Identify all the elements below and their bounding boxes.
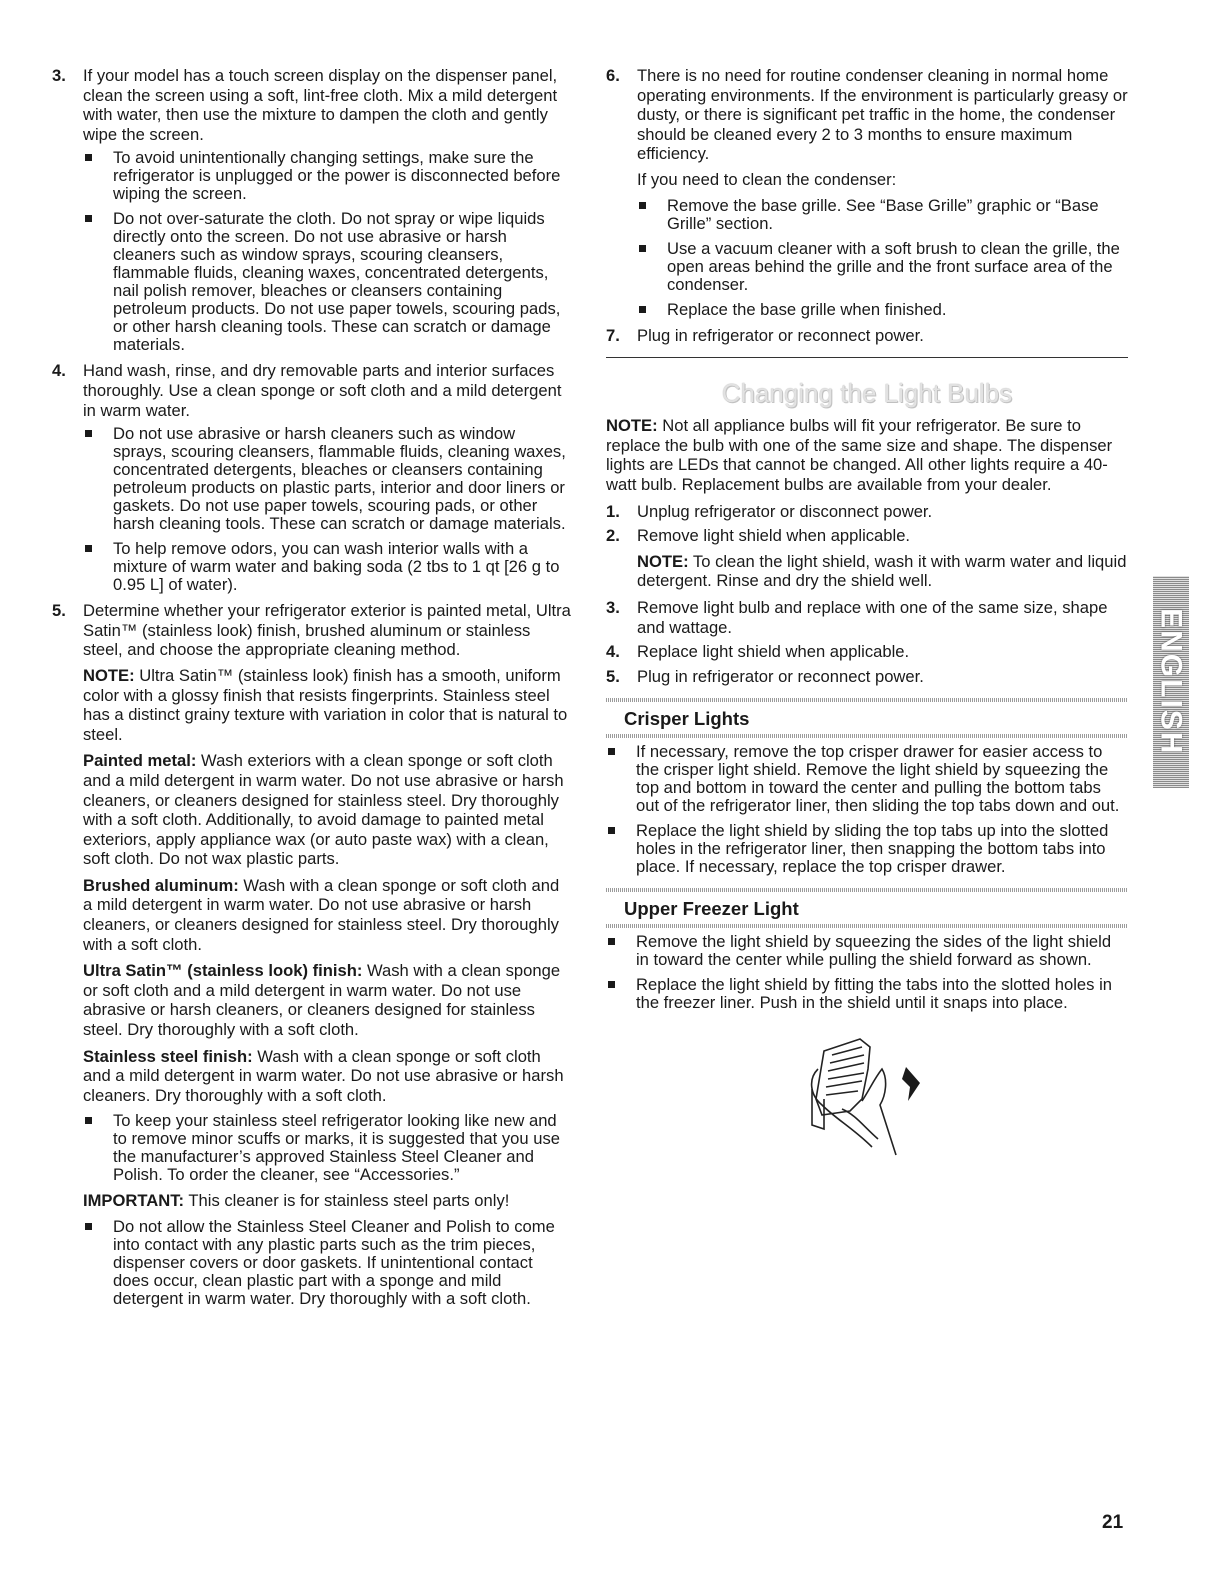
step-text: Remove light bulb and replace with one of the same size, shape and wattage. [637, 597, 1108, 637]
step-number: 3. [52, 66, 66, 85]
bullet-square-icon [83, 425, 113, 533]
bullet-text: Replace the base grille when finished. [667, 299, 947, 319]
step-text: Replace light shield when applicable. [637, 642, 910, 662]
left-column [52, 66, 572, 1315]
bulb-step-3 [606, 598, 1128, 637]
bullet-square-icon [83, 540, 113, 594]
language-tab [1153, 576, 1189, 788]
brushed-aluminum-text: Wash with a clean sponge or soft cloth and a mild detergent in warm water. Do not use abrasive or harsh cleaners, or cleaners designed for stainless steel. Dry thoroughly with a soft cloth. [83, 875, 560, 954]
bullet-square-icon [637, 197, 667, 233]
note-text: Ultra Satin™ (stainless look) finish has a smooth, uniform color with a glossy finish that resists fingerprints. Stainless steel has a distinct grainy texture with variation in color that is natural to steel. [83, 665, 568, 744]
step-number: 2. [606, 526, 620, 546]
bullet-text: To keep your stainless steel refrigerator looking like new and to remove minor scuffs or marks, it is suggested that you use the manufacturer’s approved Stainless Steel Cleaner and Polish. To order the cleaner, see “Accessories.” [113, 1111, 560, 1185]
list-item [606, 933, 1128, 969]
bullet-square-icon [83, 1218, 113, 1308]
ultra-satin-label: Ultra Satin™ (stainless look) finish: [83, 961, 363, 981]
step-text: Determine whether your refrigerator exterior is painted metal, Ultra Satin™ (stainless look) finish, brushed aluminum or stainless steel, and choose the appropriate cleaning method. [83, 601, 571, 660]
list-item [83, 210, 572, 354]
bullet-text: To help remove odors, you can wash interior walls with a mixture of warm water and baking soda (2 tbs to 1 qt [26 g to 0.95 L] of water). [113, 539, 560, 595]
bullet-text: To avoid unintentionally changing settings, make sure the refrigerator is unplugged or the power is disconnected before wiping the screen. [113, 148, 561, 204]
list-item [637, 197, 1128, 233]
step-text: Hand wash, rinse, and dry removable parts and interior surfaces thoroughly. Use a clean sponge or soft cloth and a mild detergent in warm water. [83, 361, 562, 420]
bullet-square-icon [637, 240, 667, 294]
step-number: 1. [606, 501, 620, 521]
bulb-step-2 [606, 526, 1128, 546]
list-item [606, 743, 1128, 815]
light-shield-note [637, 552, 1128, 591]
step-number: 4. [52, 361, 66, 381]
bullet-square-icon [606, 933, 636, 969]
note-label: NOTE: [637, 551, 689, 571]
section-divider [606, 357, 1128, 358]
painted-metal-paragraph [83, 751, 572, 869]
condenser-intro: If you need to clean the condenser: [637, 169, 897, 189]
finish-note [83, 666, 572, 744]
arrow-icon [902, 1067, 920, 1101]
step-6 [606, 66, 1128, 164]
bullet-square-icon [83, 149, 113, 203]
step-number: 6. [606, 66, 620, 85]
step-number: 3. [606, 597, 620, 617]
language-tab-label: ENGLISH [1154, 608, 1188, 756]
bullet-text: Remove the base grille. See “Base Grille” graphic or “Base Grille” section. [667, 195, 1099, 233]
painted-metal-label: Painted metal: [83, 751, 197, 771]
note-label: NOTE: [83, 665, 135, 685]
light-shield-removal-illustration [802, 1029, 942, 1159]
subsection-title: Crisper Lights [624, 708, 750, 730]
step-number: 5. [606, 666, 620, 686]
bullet-text: Replace the light shield by sliding the top tabs up into the slotted holes in the refrigerator liner, then snapping the bottom tabs into place. If necessary, replace the top crisper drawer. [636, 821, 1109, 877]
bullet-text: Do not allow the Stainless Steel Cleaner and Polish to come into contact with any plastic parts such as the trim pieces, dispenser covers or door gaskets. If unintentional contact does occur, clean plastic part with a sponge and mild detergent in warm water. Dry thoroughly with a soft cloth. [113, 1217, 555, 1308]
step-4 [52, 361, 572, 420]
subsection-title: Upper Freezer Light [624, 898, 799, 920]
subsection-divider [606, 924, 1128, 928]
bulb-step-1 [606, 502, 1128, 522]
step-text: Plug in refrigerator or reconnect power. [637, 666, 924, 686]
stainless-steel-label: Stainless steel finish: [83, 1046, 253, 1066]
note-label: NOTE: [606, 416, 658, 436]
bulb-step-5 [606, 667, 1128, 687]
subsection-divider [606, 734, 1128, 738]
section-title: Changing the Light Bulbs [721, 378, 1013, 409]
step-text: There is no need for routine condenser cleaning in normal home operating environments. If the environment is particularly greasy or dusty, or there is significant pet traffic in the home, the condenser should be cleaned every 2 to 3 months to ensure maximum efficiency. [637, 66, 1128, 164]
bullet-text: Do not over-saturate the cloth. Do not spray or wipe liquids directly onto the screen. Do not use abrasive or harsh cleaners such as window sprays, scouring cleansers, flammable fluids, cleaning waxes, concentrated detergents, nail polish remover, bleaches or cleansers containing petroleum products. Do not use paper towels, scouring pads, or other harsh cleaning tools. These can scratch or damage materials. [113, 209, 561, 355]
step-number: 7. [606, 325, 620, 345]
important-label: IMPORTANT: [83, 1191, 185, 1211]
step-3 [52, 66, 572, 144]
bulb-note [606, 416, 1128, 494]
step-text: Unplug refrigerator or disconnect power. [637, 501, 933, 521]
important-text: This cleaner is for stainless steel parts only! [184, 1191, 510, 1211]
step-text: Plug in refrigerator or reconnect power. [637, 325, 924, 345]
stainless-steel-text: Wash with a clean sponge or soft cloth and a mild detergent in warm water. Do not use abrasive or harsh cleaners. Dry thoroughly with a soft cloth. [83, 1046, 564, 1105]
bullet-text: Remove the light shield by squeezing the sides of the light shield in toward the center while pulling the shield forward as shown. [636, 932, 1112, 970]
list-item [83, 1112, 572, 1184]
brushed-aluminum-label: Brushed aluminum: [83, 875, 239, 895]
step-text: If your model has a touch screen display on the dispenser panel, clean the screen using a soft, lint-free cloth. Mix a mild detergent with water, then use the mixture to dampen the cloth and gently wipe the screen. [83, 66, 558, 144]
list-item [637, 301, 1128, 319]
ultra-satin-paragraph [83, 961, 572, 1039]
right-column [606, 66, 1128, 1164]
list-item [637, 240, 1128, 294]
bullet-square-icon [606, 822, 636, 876]
bullet-square-icon [83, 1112, 113, 1184]
step-text: Remove light shield when applicable. [637, 526, 911, 546]
step-5 [52, 601, 572, 660]
bullet-square-icon [83, 210, 113, 354]
painted-metal-text: Wash exteriors with a clean sponge or soft cloth and a mild detergent in warm water. Do not use abrasive or harsh cleaners, or cleaners designed for stainless steel. Dry thoroughly with a soft cloth. Additionally, to avoid damage to painted metal exteriors, apply appliance wax (or auto paste wax) with a clean, soft cloth. Do not wax plastic parts. [83, 751, 564, 869]
step-number: 5. [52, 601, 66, 621]
stainless-steel-paragraph [83, 1047, 572, 1106]
bulb-step-4 [606, 642, 1128, 662]
page-number: 21 [1102, 1512, 1124, 1533]
list-item [606, 976, 1128, 1012]
brushed-aluminum-paragraph [83, 876, 572, 954]
list-item [83, 425, 572, 533]
important-paragraph [83, 1191, 572, 1211]
list-item [83, 1218, 572, 1308]
bullet-square-icon [606, 743, 636, 815]
list-item [83, 540, 572, 594]
ultra-satin-text: Wash with a clean sponge or soft cloth and a mild detergent in warm water. Do not use abrasive or harsh cleaners, or cleaners designed for stainless steel. Dry thoroughly with a soft cloth. [83, 961, 561, 1040]
bullet-text: Use a vacuum cleaner with a soft brush to clean the grille, the open areas behind the grille and the front surface area of the condenser. [667, 238, 1120, 294]
note-text: Not all appliance bulbs will fit your refrigerator. Be sure to replace the bulb with one of the same size and shape. The dispenser lights are LEDs that cannot be changed. All other lights require a 40-watt bulb. Replacement bulbs are available from your dealer. [606, 416, 1113, 494]
bullet-square-icon [606, 976, 636, 1012]
list-item [606, 822, 1128, 876]
note-text: To clean the light shield, wash it with warm water and liquid detergent. Rinse and dry the shield well. [637, 551, 1127, 591]
step-number: 4. [606, 642, 620, 662]
bullet-text: If necessary, remove the top crisper drawer for easier access to the crisper light shield. Remove the light shield by squeezing the top and bottom in toward the center and pulling the bottom tabs out of the refrigerator liner, then sliding the top tabs down and out. [636, 742, 1120, 816]
bullet-text: Do not use abrasive or harsh cleaners such as window sprays, scouring cleansers, flammable fluids, cleaning waxes, concentrated detergents, bleaches or cleansers containing petroleum products on plastic parts, interior and door liners or gaskets. Do not use paper towels, scouring pads, or other harsh cleaning tools. These can scratch or damage materials. [113, 424, 566, 534]
bullet-square-icon [637, 301, 667, 319]
step-7 [606, 326, 1128, 346]
list-item [83, 149, 572, 203]
bullet-text: Replace the light shield by fitting the tabs into the slotted holes in the freezer liner. Push in the shield until it snaps into place. [636, 975, 1112, 1013]
